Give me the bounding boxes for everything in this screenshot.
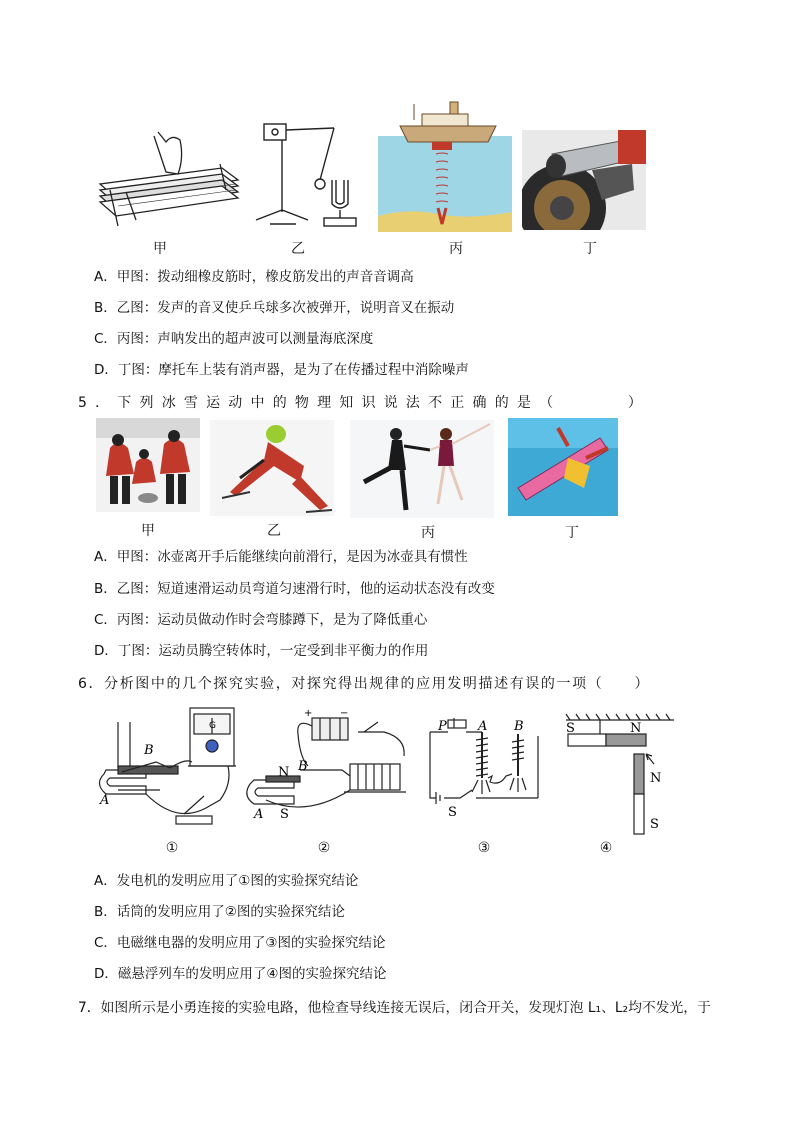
q6-fig2-label-a: A	[254, 807, 264, 822]
q6-caption-4: ④	[599, 840, 613, 856]
q6-figure-2-battery-circuit	[246, 708, 416, 826]
q4-option-c: C．丙图：声呐发出的超声波可以测量海底深度	[94, 331, 374, 347]
q6-option-c: C．电磁继电器的发明应用了③图的实验探究结论	[94, 935, 386, 951]
q6-option-a: A．发电机的发明应用了①图的实验探究结论	[94, 873, 359, 889]
q6-fig2-label-minus: −	[340, 708, 349, 719]
q6-figure-4-bar-magnets	[562, 712, 682, 840]
q6-fig2-label-b: B	[298, 759, 308, 774]
q6-fig1-label-b: B	[144, 743, 154, 758]
q4-option-a: A．甲图：拨动细橡皮筋时，橡皮筋发出的声音音调高	[94, 269, 414, 285]
q5-option-b: B．乙图：短道速滑运动员弯道匀速滑行时，他的运动状态没有改变	[94, 581, 495, 597]
q5-option-a: A．甲图：冰壶离开手后能继续向前滑行，是因为冰壶具有惯性	[94, 549, 468, 565]
q6-option-d: D．磁悬浮列车的发明应用了④图的实验探究结论	[94, 966, 387, 982]
q6-fig4-label-n-side: N	[650, 771, 662, 786]
q5-caption-jia: 甲	[141, 523, 155, 539]
q6-fig3-label-a: A	[478, 719, 488, 734]
q4-caption-ding: 丁	[583, 241, 597, 257]
q4-figure-tuning-fork	[250, 120, 360, 230]
q4-figure-rubber-bands	[96, 128, 242, 228]
q5-option-d: D．丁图：运动员腾空转体时，一定受到非平衡力的作用	[94, 643, 429, 659]
q6-caption-3: ③	[477, 840, 491, 856]
q6-caption-1: ①	[165, 840, 179, 856]
q6-fig1-label-a: A	[100, 793, 110, 808]
q6-fig4-label-s-top: S	[566, 721, 575, 736]
q6-figure-1-galvanometer	[96, 704, 246, 836]
q6-fig2-label-n: N	[278, 765, 290, 780]
q4-caption-bing: 丙	[449, 241, 463, 257]
q6-fig3-label-s: S	[448, 805, 457, 820]
q4-figure-sonar-ship	[378, 100, 512, 232]
q5-caption-yi: 乙	[267, 523, 281, 539]
q6-figure-3-electromagnets	[420, 716, 550, 826]
q6-option-b: B．话筒的发明应用了②图的实验探究结论	[94, 904, 345, 920]
q6-fig2-label-plus: +	[304, 708, 313, 719]
q6-fig3-label-b: B	[514, 719, 524, 734]
q6-fig4-label-n-top: N	[630, 721, 642, 736]
q5-figure-snowboard	[508, 418, 618, 516]
q6-fig1-label-g: G	[209, 721, 216, 731]
q6-stem: 6．分析图中的几个探究实验，对探究得出规律的应用发明描述有误的一项（ ）	[78, 676, 651, 692]
q5-option-c: C．丙图：运动员做动作时会弯膝蹲下，是为了降低重心	[94, 612, 428, 628]
q4-option-b: B．乙图：发声的音叉使乒乓球多次被弹开，说明音叉在振动	[94, 300, 455, 316]
q6-fig4-label-s-side: S	[650, 817, 659, 832]
q4-caption-yi: 乙	[291, 241, 305, 257]
q5-figure-speed-skating	[210, 420, 334, 516]
q6-fig2-label-s: S	[280, 807, 289, 822]
q4-option-d: D．丁图：摩托车上装有消声器，是为了在传播过程中消除噪声	[94, 362, 469, 378]
q6-fig3-label-p: P	[438, 719, 447, 734]
q4-caption-jia: 甲	[153, 241, 167, 257]
q5-caption-ding: 丁	[565, 525, 579, 541]
q5-figure-figure-skating	[350, 420, 494, 518]
q4-figure-motorcycle-muffler	[522, 130, 646, 230]
q6-caption-2: ②	[317, 840, 331, 856]
q5-stem: 5．下列冰雪运动中的物理知识说法不正确的是（ ）	[78, 395, 651, 411]
q5-caption-bing: 丙	[421, 525, 435, 541]
q5-figure-curling	[96, 418, 200, 512]
q7-stem: 7．如图所示是小勇连接的实验电路，他检查导线连接无误后，闭合开关，发现灯泡 L₁、L₂均不发光，于	[78, 1000, 711, 1016]
